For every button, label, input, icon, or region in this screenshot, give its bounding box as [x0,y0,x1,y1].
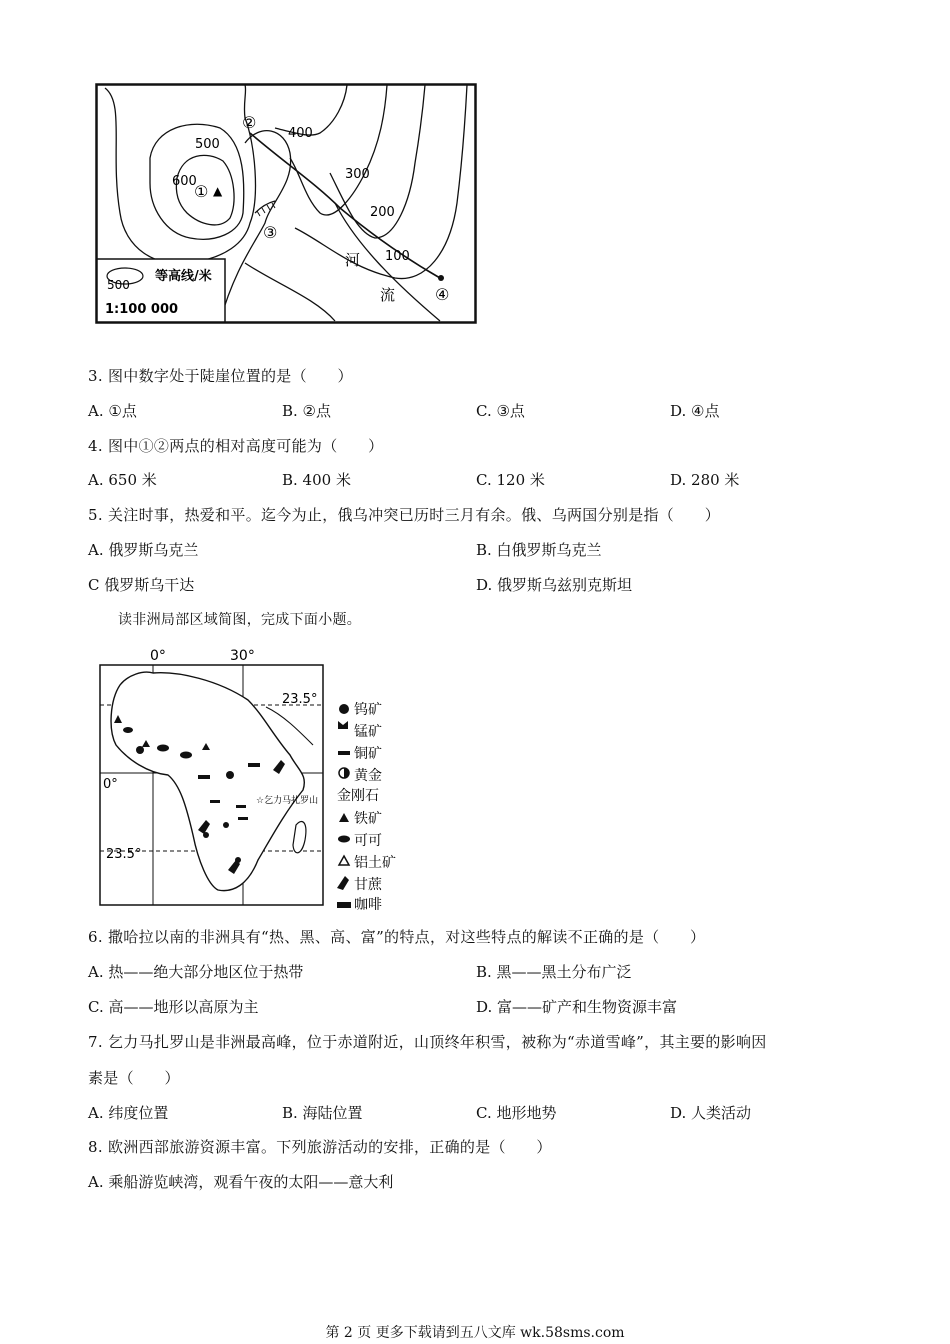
q7-option-b[interactable]: B. 海陆位置 [282,1104,363,1122]
question-7-continued: 素是（ ） [88,1069,180,1087]
question-8 [88,1136,552,1157]
question-3 [88,365,353,386]
point-3-label: ③ [263,223,278,242]
legend-sample-value: 500 [107,278,130,292]
legend-diamond: 金刚石 [337,788,379,804]
legend-manganese: 锰矿 [354,724,382,740]
point-2-label: ② [242,113,257,132]
contour-label-100: 100 [385,249,410,264]
page-footer: 第 2 页 更多下载请到五八文库 wk.58sms.com [325,1325,625,1341]
q6-option-a[interactable]: A. 热——绝大部分地区位于热带 [88,963,304,981]
contour-label-400: 400 [288,126,313,141]
legend-iron: 铁矿 [354,811,382,827]
q7-option-c[interactable]: C. 地形地势 [476,1104,557,1122]
q4-option-b[interactable]: B. 400 米 [282,471,351,489]
q5-option-b[interactable]: B. 白俄罗斯乌克兰 [476,541,602,559]
question-text: 图中数字处于陡崖位置的是（ ） [108,367,353,385]
q6-option-b[interactable]: B. 黑——黑土分布广泛 [476,963,632,981]
contour-label-500: 500 [195,137,220,152]
question-5 [88,504,720,525]
legend-contour-label: 等高线/米 [155,269,212,284]
lat-label-north: 23.5° [282,692,318,707]
contour-map [95,83,477,325]
q7-option-d[interactable]: D. 人类活动 [670,1104,752,1122]
legend-coffee: 咖啡 [354,897,382,910]
legend-cocoa: 可可 [354,833,382,849]
q4-option-a[interactable]: A. 650 米 [88,471,157,489]
contour-label-300: 300 [345,167,370,182]
contour-label-200: 200 [370,205,395,220]
q3-option-b[interactable]: B. ②点 [282,402,332,420]
peak-icon: ▲ [213,184,223,198]
kilimanjaro-label: ☆乞力马扎罗山 [256,796,319,806]
question-7 [88,1031,767,1052]
question-text: 欧洲西部旅游资源丰富。下列旅游活动的安排，正确的是（ ） [108,1138,552,1156]
legend [337,702,396,910]
legend-sugarcane: 甘蔗 [354,877,382,893]
question-4 [88,435,383,456]
legend-copper: 铜矿 [354,746,382,762]
q3-option-d[interactable]: D. ④点 [670,402,720,420]
legend-gold: 黄金 [354,768,382,784]
legend-scale: 1:100 000 [105,302,179,317]
question-number: 3. [88,367,103,385]
lat-label-south: 23.5° [106,847,142,862]
question-text: 图中①②两点的相对高度可能为（ ） [108,437,384,455]
lon-label-30: 30° [230,648,255,664]
question-6 [88,926,705,947]
q7-option-a[interactable]: A. 纬度位置 [88,1104,169,1122]
lat-label-equator: 0° [103,777,118,792]
africa-map [98,645,418,910]
question-number: 4. [88,437,103,455]
q6-option-d[interactable]: D. 富——矿产和生物资源丰富 [476,998,678,1016]
q5-option-c[interactable]: C 俄罗斯乌干达 [88,576,195,594]
q5-option-d[interactable]: D. 俄罗斯乌兹别克斯坦 [476,576,633,594]
contour-label-600: 600 [172,174,197,189]
q5-option-a[interactable]: A. 俄罗斯乌克兰 [88,541,199,559]
question-number: 6. [88,928,103,946]
question-number: 5. [88,506,103,524]
legend-bauxite: 铝土矿 [354,855,396,871]
legend-tungsten: 钨矿 [354,702,382,718]
point-1-label: ① [194,182,209,201]
question-text: 撒哈拉以南的非洲具有“热、黑、高、富”的特点，对这些特点的解读不正确的是（ ） [108,928,706,946]
q6-option-c[interactable]: C. 高——地形以高原为主 [88,998,259,1016]
q4-option-d[interactable]: D. 280 米 [670,471,740,489]
lon-label-0: 0° [150,648,166,664]
question-text: 乞力马扎罗山是非洲最高峰，位于赤道附近，山顶终年积雪，被称为“赤道雪峰”，其主要的影响因 [108,1033,767,1051]
q3-option-a[interactable]: A. ①点 [88,402,137,420]
point-4-label: ④ [435,285,450,304]
q8-option-a[interactable]: A. 乘船游览峡湾，观看午夜的太阳——意大利 [88,1173,394,1191]
river-label-2: 流 [380,286,396,304]
question-text: 关注时事，热爱和平。迄今为止，俄乌冲突已历时三月有余。俄、乌两国分别是指（ ） [108,506,721,524]
question-number: 7. [88,1033,103,1051]
question-number: 8. [88,1138,103,1156]
q4-option-c[interactable]: C. 120 米 [476,471,545,489]
river-label-1: 河 [345,251,361,269]
q3-option-c[interactable]: C. ③点 [476,402,525,420]
reading-instruction: 读非洲局部区域简图，完成下面小题。 [118,612,362,628]
